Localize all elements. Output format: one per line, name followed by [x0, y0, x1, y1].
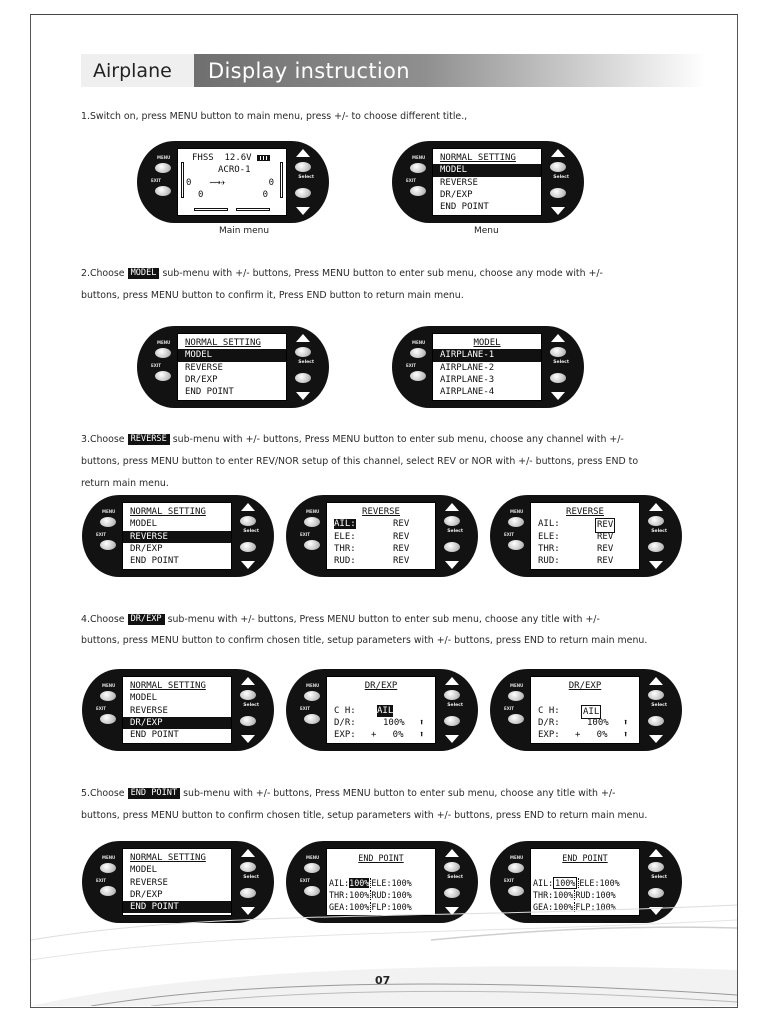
exit-button[interactable] [410, 371, 426, 381]
minus-button[interactable] [240, 716, 256, 726]
down-arrow-icon[interactable] [445, 561, 459, 569]
up-arrow-icon[interactable] [649, 677, 663, 685]
minus-button[interactable] [240, 888, 256, 898]
select-label: Select [651, 703, 667, 708]
lcd-title: MODEL [473, 338, 501, 348]
device-reverse-value [490, 495, 682, 577]
ep-value-thr[interactable]: 100% [349, 889, 370, 900]
minus-button[interactable] [444, 716, 460, 726]
lcd-title: END POINT [562, 853, 608, 863]
menu-button[interactable] [100, 691, 116, 701]
minus-button[interactable] [648, 888, 664, 898]
lcd-drexp [530, 676, 640, 744]
up-arrow-icon[interactable] [296, 149, 310, 157]
value-rud: REV [393, 556, 410, 567]
exit-button[interactable] [304, 886, 320, 896]
device-main-menu [137, 141, 329, 223]
lcd-title: NORMAL SETTING [185, 338, 261, 348]
up-arrow-icon[interactable] [445, 849, 459, 857]
up-arrow-icon[interactable] [241, 849, 255, 857]
exit-label: EXIT [504, 706, 515, 711]
lcd-item-endpoint[interactable]: END POINT [123, 901, 231, 913]
up-arrow-icon[interactable] [296, 334, 310, 342]
lcd-reverse [326, 502, 436, 570]
dr-label: D/R: [538, 717, 560, 728]
lcd-title: NORMAL SETTING [130, 681, 206, 691]
minus-button[interactable] [550, 188, 566, 198]
exit-button[interactable] [304, 540, 320, 550]
lcd-title: REVERSE [566, 507, 604, 517]
lcd-item-airplane-4[interactable]: AIRPLANE-4 [440, 387, 495, 398]
menu-label: MENU [306, 855, 320, 860]
menu-button[interactable] [304, 863, 320, 873]
ch-label: C H: [334, 705, 356, 716]
lcd-normal-setting [177, 333, 287, 401]
up-arrow-icon[interactable] [551, 149, 565, 157]
exit-label: EXIT [96, 878, 107, 883]
exit-button[interactable] [100, 886, 116, 896]
lcd-main [177, 148, 287, 216]
minus-button[interactable] [295, 188, 311, 198]
step-text: sub-menu with +/- buttons, Press MENU button to enter sub menu, choose any title with +/- [167, 613, 600, 625]
ep-label-ail: AIL: [533, 877, 554, 888]
step5-text [81, 788, 615, 799]
exit-label: EXIT [96, 532, 107, 537]
exp-label: EXP: [334, 730, 356, 741]
step3-line3: return main menu. [81, 478, 169, 489]
device-reverse-select [286, 495, 478, 577]
channel-ele[interactable]: ELE: [334, 531, 356, 542]
exit-button[interactable] [304, 714, 320, 724]
value-thr: REV [597, 543, 614, 554]
lcd-item-reverse[interactable]: REVERSE [185, 362, 223, 373]
exp-arrow-icon: ⬆ [623, 730, 629, 741]
ep-value-thr[interactable]: 100% [553, 889, 574, 900]
plus-button[interactable] [444, 516, 460, 526]
plus-button[interactable] [240, 862, 256, 872]
minus-button[interactable] [240, 542, 256, 552]
down-arrow-icon[interactable] [649, 735, 663, 743]
step-num: 4.Choose [81, 613, 125, 625]
step-text: sub-menu with +/- buttons, Press MENU button to enter sub menu, choose any channel with +/- [172, 433, 624, 445]
minus-button[interactable] [550, 373, 566, 383]
ep-label-gea: GEA: [329, 902, 350, 913]
lcd-item-model[interactable]: MODEL [178, 349, 286, 361]
exit-label: EXIT [406, 178, 417, 183]
header-right: Display instruction [194, 54, 706, 87]
exit-label: EXIT [300, 878, 311, 883]
bottom-left-bar [194, 208, 228, 211]
step5-line2: buttons, press MENU button to confirm chosen title, setup parameters with +/- buttons, press END to return main menu. [81, 810, 648, 821]
step-text: sub-menu with +/- buttons, Press MENU button to enter sub menu, choose any mode with +/- [162, 267, 603, 279]
channel-ail[interactable]: AIL: [334, 519, 356, 530]
ep-label-ail: AIL: [329, 877, 350, 888]
menu-button[interactable] [508, 863, 524, 873]
caption-main-menu: Main menu [219, 226, 270, 236]
ep-label-gea: GEA: [533, 902, 554, 913]
down-arrow-icon[interactable] [445, 735, 459, 743]
exit-label: EXIT [151, 178, 162, 183]
step3-text [81, 434, 624, 445]
exit-label: EXIT [504, 878, 515, 883]
step2-text [81, 268, 603, 279]
channel-thr[interactable]: THR: [334, 543, 356, 554]
menu-button[interactable] [100, 863, 116, 873]
lcd-item-reverse[interactable]: REVERSE [440, 177, 478, 188]
select-label: Select [243, 703, 259, 708]
bottom-right-bar [236, 208, 270, 211]
main-bottom-left: 0 [198, 189, 204, 200]
lcd-item-model[interactable]: MODEL [130, 519, 158, 530]
dr-value[interactable]: 100% [587, 717, 609, 728]
plus-button[interactable] [648, 690, 664, 700]
lcd-item-reverse[interactable]: REVERSE [130, 877, 168, 888]
lcd-item-airplane-3[interactable]: AIRPLANE-3 [440, 374, 495, 385]
select-label: Select [447, 703, 463, 708]
exp-arrow-icon: ⬆ [419, 730, 425, 741]
menu-button[interactable] [155, 348, 171, 358]
exit-label: EXIT [96, 706, 107, 711]
exit-label: EXIT [504, 532, 515, 537]
step3-line2: buttons, press MENU button to enter REV/NOR setup of this channel, select REV or NOR with +/- buttons, press END to [81, 456, 639, 467]
lcd-title: NORMAL SETTING [130, 853, 206, 863]
battery-icon [257, 155, 270, 161]
menu-button[interactable] [410, 348, 426, 358]
value-ail[interactable]: REV [595, 518, 615, 532]
lcd-title: DR/EXP [364, 681, 398, 691]
ep-value-ail[interactable]: 100% [349, 877, 370, 888]
device-normal-setting-4 [82, 669, 274, 751]
select-label: Select [447, 529, 463, 534]
device-drexp-value [490, 669, 682, 751]
channel-thr[interactable]: THR: [538, 543, 560, 554]
main-left-trim: 0 [186, 177, 192, 188]
exp-value[interactable]: + 0% [575, 730, 608, 741]
device-drexp-select [286, 669, 478, 751]
decorative-swoosh [31, 900, 737, 1006]
plus-button[interactable] [240, 690, 256, 700]
step2-line2: buttons, press MENU button to confirm it, Press END button to return main menu. [81, 290, 464, 301]
select-label: Select [553, 175, 569, 180]
ep-flp[interactable]: FLP:100% [371, 902, 412, 913]
airplane-icon: ⟿✈ [209, 177, 226, 187]
lcd-reverse [530, 502, 640, 570]
minus-button[interactable] [444, 542, 460, 552]
plus-button[interactable] [295, 162, 311, 172]
up-arrow-icon[interactable] [241, 503, 255, 511]
exit-button[interactable] [100, 714, 116, 724]
main-status: FHSS 12.6V [192, 153, 252, 163]
down-arrow-icon[interactable] [649, 561, 663, 569]
step4-text [81, 614, 600, 625]
right-trim-bar [280, 162, 283, 198]
lcd-item-drexp[interactable]: DR/EXP [123, 717, 231, 729]
step-num: 5.Choose [81, 787, 125, 799]
lcd-item-airplane-2[interactable]: AIRPLANE-2 [440, 362, 495, 373]
exit-button[interactable] [508, 714, 524, 724]
down-arrow-icon[interactable] [241, 561, 255, 569]
dr-arrow-icon: ⬆ [623, 717, 629, 728]
ep-value-ail[interactable]: 100% [555, 877, 576, 888]
tag-endpoint: END POINT [128, 788, 181, 799]
menu-label: MENU [510, 855, 524, 860]
exit-label: EXIT [406, 363, 417, 368]
caption-menu: Menu [474, 226, 499, 236]
lcd-title: END POINT [358, 853, 404, 863]
select-label: Select [243, 529, 259, 534]
menu-button[interactable] [508, 691, 524, 701]
channel-ail[interactable]: AIL: [538, 519, 560, 530]
exit-label: EXIT [300, 532, 311, 537]
lcd-item-reverse[interactable]: REVERSE [130, 705, 168, 716]
lcd-normal-setting [122, 502, 232, 570]
plus-button[interactable] [240, 516, 256, 526]
lcd-item-endpoint[interactable]: END POINT [185, 387, 234, 398]
step-num: 3.Choose [81, 433, 125, 445]
step-text: sub-menu with +/- buttons, Press MENU button to enter sub menu, choose any title with +/- [183, 787, 616, 799]
ep-value-gea[interactable]: 100% [553, 902, 574, 913]
exit-button[interactable] [508, 886, 524, 896]
lcd-title: REVERSE [362, 507, 400, 517]
up-arrow-icon[interactable] [241, 677, 255, 685]
down-arrow-icon[interactable] [551, 392, 565, 400]
lcd-drexp [326, 676, 436, 744]
plus-button[interactable] [444, 862, 460, 872]
ep-rud[interactable]: RUD:100% [371, 889, 412, 900]
select-label: Select [447, 875, 463, 880]
lcd-item-drexp[interactable]: DR/EXP [440, 189, 473, 200]
down-arrow-icon[interactable] [296, 207, 310, 215]
channel-ele[interactable]: ELE: [538, 531, 560, 542]
dr-label: D/R: [334, 717, 356, 728]
lcd-item-reverse[interactable]: REVERSE [123, 531, 231, 543]
select-label: Select [651, 875, 667, 880]
down-arrow-icon[interactable] [241, 735, 255, 743]
main-right-trim: 0 [268, 177, 274, 188]
ep-label-thr: THR: [329, 889, 350, 900]
menu-label: MENU [412, 340, 426, 345]
device-menu [392, 141, 584, 223]
device-normal-setting-3 [82, 495, 274, 577]
dr-arrow-icon: ⬆ [419, 717, 425, 728]
up-arrow-icon[interactable] [445, 677, 459, 685]
exit-button[interactable] [410, 186, 426, 196]
menu-label: MENU [306, 683, 320, 688]
select-label: Select [553, 360, 569, 365]
menu-label: MENU [157, 340, 171, 345]
down-arrow-icon[interactable] [551, 207, 565, 215]
menu-button[interactable] [100, 517, 116, 527]
lcd-item-drexp[interactable]: DR/EXP [130, 889, 163, 900]
exp-value[interactable]: + 0% [371, 730, 404, 741]
up-arrow-icon[interactable] [551, 334, 565, 342]
value-ail: REV [393, 519, 410, 530]
ep-label-thr: THR: [533, 889, 554, 900]
left-trim-bar [181, 162, 184, 198]
main-bottom-right: 0 [262, 189, 268, 200]
step1-text: 1.Switch on, press MENU button to main menu, press +/- to choose different title., [81, 111, 468, 122]
menu-label: MENU [102, 683, 116, 688]
exit-button[interactable] [155, 371, 171, 381]
device-normal-setting-2 [137, 326, 329, 408]
menu-button[interactable] [304, 517, 320, 527]
up-arrow-icon[interactable] [445, 503, 459, 511]
ep-flp[interactable]: FLP:100% [575, 902, 616, 913]
tag-model: MODEL [128, 268, 160, 279]
lcd-item-model[interactable]: MODEL [433, 164, 541, 176]
lcd-item-drexp[interactable]: DR/EXP [185, 374, 218, 385]
menu-label: MENU [510, 683, 524, 688]
ep-rud[interactable]: RUD:100% [575, 889, 616, 900]
step4-line2: buttons, press MENU button to confirm chosen title, setup parameters with +/- buttons, press END to return main menu. [81, 635, 648, 646]
menu-button[interactable] [304, 691, 320, 701]
channel-rud[interactable]: RUD: [538, 556, 560, 567]
exit-label: EXIT [151, 363, 162, 368]
value-ele: REV [393, 531, 410, 542]
channel-rud[interactable]: RUD: [334, 556, 356, 567]
lcd-item-endpoint[interactable]: END POINT [440, 202, 489, 213]
menu-label: MENU [157, 155, 171, 160]
exit-label: EXIT [300, 706, 311, 711]
tag-drexp: DR/EXP [128, 614, 165, 625]
section-header [81, 54, 706, 87]
minus-button[interactable] [648, 542, 664, 552]
select-label: Select [298, 175, 314, 180]
lcd-normal-setting [122, 676, 232, 744]
select-label: Select [651, 529, 667, 534]
device-model [392, 326, 584, 408]
plus-button[interactable] [295, 347, 311, 357]
value-rud: REV [597, 556, 614, 567]
plus-button[interactable] [444, 690, 460, 700]
plus-button[interactable] [550, 347, 566, 357]
ep-value-gea[interactable]: 100% [349, 902, 370, 913]
lcd-item-airplane-1[interactable]: AIRPLANE-1 [433, 349, 541, 361]
minus-button[interactable] [295, 373, 311, 383]
ch-value[interactable]: AIL [377, 705, 394, 716]
ep-ele[interactable]: ELE:100% [371, 877, 412, 888]
ch-label: C H: [538, 705, 560, 716]
value-ele: REV [597, 531, 614, 542]
down-arrow-icon[interactable] [296, 392, 310, 400]
menu-button[interactable] [155, 163, 171, 173]
menu-button[interactable] [410, 163, 426, 173]
lcd-item-endpoint[interactable]: END POINT [130, 730, 179, 741]
lcd-title: NORMAL SETTING [440, 153, 516, 163]
menu-label: MENU [510, 509, 524, 514]
select-label: Select [298, 360, 314, 365]
lcd-item-model[interactable]: MODEL [130, 693, 158, 704]
lcd-title: NORMAL SETTING [130, 507, 206, 517]
ep-ele[interactable]: ELE:100% [579, 877, 620, 888]
minus-button[interactable] [444, 888, 460, 898]
lcd-item-drexp[interactable]: DR/EXP [130, 543, 163, 554]
lcd-item-endpoint[interactable]: END POINT [130, 556, 179, 567]
plus-button[interactable] [648, 862, 664, 872]
lcd-item-model[interactable]: MODEL [130, 865, 158, 876]
page-number: 07 [375, 974, 391, 987]
plus-button[interactable] [648, 516, 664, 526]
tag-reverse: REVERSE [128, 434, 170, 445]
lcd-title: DR/EXP [568, 681, 602, 691]
menu-label: MENU [412, 155, 426, 160]
main-mode: ACRO-1 [218, 165, 251, 176]
menu-label: MENU [306, 509, 320, 514]
plus-button[interactable] [550, 162, 566, 172]
ch-value[interactable]: AIL [581, 705, 601, 719]
value-thr: REV [393, 543, 410, 554]
exp-label: EXP: [538, 730, 560, 741]
up-arrow-icon[interactable] [649, 849, 663, 857]
step-num: 2.Choose [81, 267, 125, 279]
lcd-normal-setting [432, 148, 542, 216]
dr-value[interactable]: 100% [383, 717, 405, 728]
exit-button[interactable] [100, 540, 116, 550]
minus-button[interactable] [648, 716, 664, 726]
exit-button[interactable] [155, 186, 171, 196]
menu-button[interactable] [508, 517, 524, 527]
menu-label: MENU [102, 855, 116, 860]
header-left: Airplane [81, 54, 194, 87]
lcd-model [432, 333, 542, 401]
select-label: Select [243, 875, 259, 880]
menu-label: MENU [102, 509, 116, 514]
exit-button[interactable] [508, 540, 524, 550]
up-arrow-icon[interactable] [649, 503, 663, 511]
